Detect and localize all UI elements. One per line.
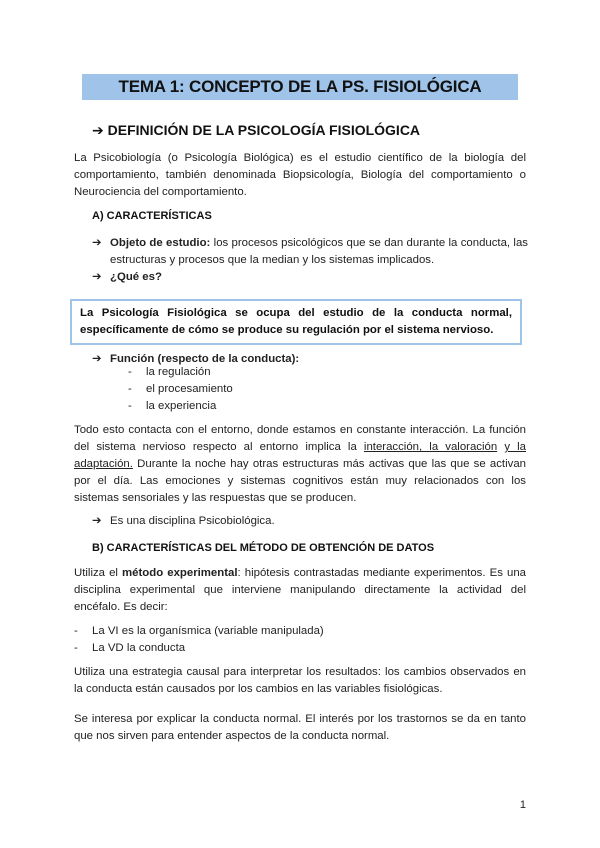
arrow-icon: ➔: [92, 271, 102, 283]
metodo-text-a: Utiliza el: [74, 567, 123, 579]
list-item: - La VI es la organísmica (variable manipulada): [74, 623, 324, 640]
objeto-text-block: [110, 235, 528, 269]
arrow-icon: ➔: [92, 122, 104, 138]
que-es-label: ¿Qué es?: [110, 271, 162, 283]
page-title: TEMA 1: CONCEPTO DE LA PS. FISIOLÓGICA: [82, 74, 518, 100]
arrow-icon: ➔: [92, 515, 102, 527]
entorno-text-b: Durante la noche hay otras estructuras más activas que las que se activan por el día. Las emociones y sistemas cognitivos están muy relacionados con los sistemas sensoriales y las respuestas que se producen.: [74, 458, 526, 504]
entorno-text-a: Todo esto contacta con el entorno, donde estamos en constante interacción. La función del sistema nervioso respecto al entorno implica la: [74, 424, 526, 453]
highlight-box: [70, 299, 522, 345]
disciplina-text: Es una disciplina Psicobiológica.: [110, 515, 275, 527]
subheading-b: B) CARACTERÍSTICAS DEL MÉTODO DE OBTENCIÓN DE DATOS: [92, 542, 435, 554]
metodo-bold: método experimental: [122, 567, 238, 579]
section-heading: [92, 120, 420, 140]
intro-paragraph: La Psicobiología (o Psicología Biológica) es el estudio científico de la biología del comportamiento, también denominada Biopsicología, Biología del comportamiento o Neurociencia del comportamiento.: [74, 152, 526, 198]
section-heading-text: DEFINICIÓN DE LA PSICOLOGÍA FISIOLÓGICA: [107, 122, 421, 138]
highlight-box-text: La Psicología Fisiológica se ocupa del estudio de la conducta normal, específicamente de cómo se produce su regulación por el sistema nervioso.: [80, 307, 512, 336]
list-item: - la experiencia: [128, 398, 233, 415]
metodo-text-b: : hipótesis contrastadas mediante experimentos. Es una disciplina experimental que interviene manipulando directamente la actividad del encéfalo. Es decir:: [74, 567, 526, 613]
arrow-icon: ➔: [92, 353, 102, 365]
subheading-a: A) CARACTERÍSTICAS: [92, 210, 212, 222]
entorno-underline-1: interacción, la valoración: [363, 441, 498, 453]
objeto-bullet: [92, 235, 528, 269]
variables-list: [74, 623, 324, 657]
metodo-paragraph: [74, 565, 526, 616]
list-item: - la regulación: [128, 364, 233, 381]
arrow-icon: ➔: [92, 237, 102, 249]
que-es-bullet: [92, 269, 162, 286]
objeto-label: Objeto de estudio:: [110, 237, 211, 249]
interes-paragraph: Se interesa por explicar la conducta normal. El interés por los trastornos se da en tanto que nos sirven para entender aspectos de la conducta normal.: [74, 713, 526, 742]
list-item: - el procesamiento: [128, 381, 233, 398]
list-item: - La VD la conducta: [74, 640, 324, 657]
funcion-list: [128, 364, 233, 415]
page-number: 1: [519, 799, 526, 811]
entorno-paragraph: [74, 422, 526, 507]
causal-paragraph: Utiliza una estrategia causal para interpretar los resultados: los cambios observados en la conducta están causados por los cambios en las variables fisiológicas.: [74, 666, 526, 695]
disciplina-bullet: [92, 513, 275, 530]
objeto-text: los procesos psicológicos que se dan durante la conducta, las estructuras y procesos que la median y los sistemas implicados.: [110, 237, 528, 266]
funcion-label: Función (respecto de la conducta):: [110, 353, 300, 365]
entorno-underline-2: y la adaptación.: [74, 441, 526, 470]
